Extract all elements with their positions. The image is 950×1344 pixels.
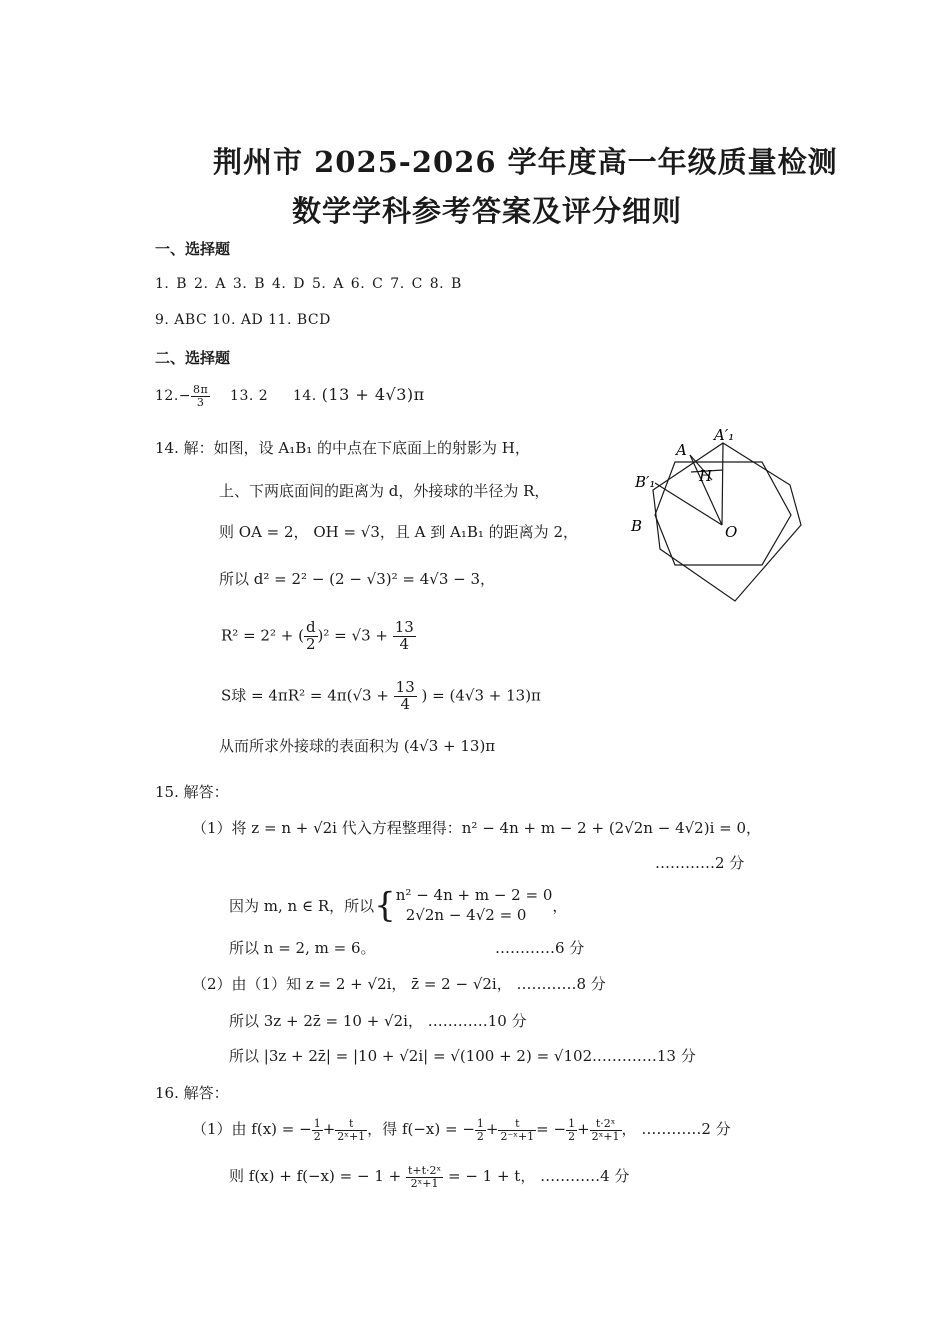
q16-l2-fn: t+t·2ˣ <box>407 1164 442 1177</box>
q16-frac5 <box>566 1118 577 1142</box>
label-H: H <box>699 467 713 485</box>
q15-sys-eq2: 2√2n − 4√2 = 0 <box>405 906 527 925</box>
q14-line6-den: 4 <box>400 694 410 713</box>
q12-den: 3 <box>196 395 205 409</box>
q14-line6-rhs: ) = (4√3 + 13)π <box>421 686 541 705</box>
q12-num: 8π <box>193 383 209 396</box>
q14-line6 <box>221 680 541 713</box>
q16-f4d: 2⁻ˣ+1 <box>500 1129 535 1143</box>
q14-line5-den: 4 <box>399 634 410 653</box>
page-title: 荆州市 2025-2026 学年度高一年级质量检测 <box>213 145 838 179</box>
q16-l1-a: （1）由 f(x) = − <box>192 1120 312 1139</box>
q16-frac4 <box>498 1118 536 1142</box>
q16-l2-frac <box>406 1165 443 1189</box>
q16-l1-d: + <box>485 1120 499 1139</box>
q15-system <box>396 885 553 926</box>
section-heading-choice: 一、选择题 <box>155 240 231 258</box>
q14-line5-lhs: R² = 2² + ( <box>221 626 304 645</box>
q16-f4n: t <box>498 1118 536 1131</box>
q14-label: 14. <box>292 388 317 405</box>
q14-line3: 则 OA = 2， OH = √3，且 A 到 A₁B₁ 的距离为 2， <box>219 523 578 541</box>
q16-l1-b: + <box>322 1120 336 1139</box>
answer-row-1: 1. B 2. A 3. B 4. D 5. A 6. C 7. C 8. B <box>155 276 462 292</box>
q16-f2d: 2ˣ+1 <box>337 1129 366 1143</box>
q14-line2: 上、下两底面间的距离为 d，外接球的半径为 R， <box>219 482 550 500</box>
label-B: B <box>631 517 643 535</box>
q16-f6d: 2ˣ+1 <box>591 1129 620 1143</box>
q16-frac3 <box>475 1118 486 1142</box>
brace: { <box>374 885 396 926</box>
q14-line5-dfrac <box>304 620 318 653</box>
q15-p1-line3: 所以 n = 2, m = 6。 <box>229 939 376 957</box>
q13-answer: 13. 2 <box>230 388 269 405</box>
q16-l2-b: = − 1 + t， …………4 分 <box>447 1167 630 1186</box>
section-heading-fill: 二、选择题 <box>155 349 231 367</box>
q15-p1-line2 <box>229 885 567 926</box>
q14-line5-mid: )² = √3 + <box>317 626 388 645</box>
q15-p2-line3: 所以 |3z + 2z̄| = |10 + √2i| = √(100 + 2) = √102.…………13 分 <box>229 1047 696 1065</box>
q12-fraction <box>191 384 210 408</box>
segment-OA1 <box>722 443 723 525</box>
q15-sys-eq1: n² − 4n + m − 2 = 0 <box>395 886 553 904</box>
q15-p1-score3: …………6 分 <box>495 939 585 957</box>
lower-hexagon <box>653 443 801 601</box>
q15-sys-end: ， <box>552 896 568 915</box>
q14-line5-frac <box>393 620 416 653</box>
q12-label: 12. <box>155 388 179 405</box>
q15-p1-line2-prefix: 因为 m, n ∈ R，所以 <box>229 896 375 915</box>
label-A1-prime: A′₁ <box>714 426 735 444</box>
q16-l1-g: ， …………2 分 <box>621 1120 731 1139</box>
q14-conclusion: 从而所求外接球的表面积为 (4√3 + 13)π <box>219 737 496 755</box>
q14-line5-dden: 2 <box>305 634 316 653</box>
q14-line4: 所以 d² = 2² − (2 − √3)² = 4√3 − 3， <box>219 570 496 588</box>
q16-l1-e: = − <box>536 1120 567 1139</box>
q16-f5n: 1 <box>568 1117 576 1130</box>
label-B1-prime: B′₁ <box>635 473 656 491</box>
q16-f1d: 2 <box>313 1129 321 1143</box>
q16-frac2 <box>335 1118 367 1142</box>
q14-line6-frac <box>394 680 417 713</box>
q16-line2 <box>229 1165 629 1189</box>
answer-row-2: 9. ABC 10. AD 11. BCD <box>155 312 331 328</box>
q16-f5d: 2 <box>568 1129 576 1143</box>
q16-f2n: t <box>335 1118 367 1131</box>
q15-p1-line1: （1）将 z = n + √2i 代入方程整理得：n² − 4n + m − 2 + (2√2n − 4√2)i = 0， <box>192 819 762 837</box>
q15-p2-line2: 所以 3z + 2z̄ = 10 + √2i， …………10 分 <box>229 1012 527 1030</box>
q15-p2-line1: （2）由（1）知 z = 2 + √2i， z̄ = 2 − √2i， …………8 分 <box>192 975 606 993</box>
q12-sign: − <box>178 388 191 405</box>
q14-line5-num: 13 <box>394 618 414 636</box>
q16-l2-fd: 2ˣ+1 <box>410 1176 439 1190</box>
q14-line6-lhs: S球 = 4πR² = 4π(√3 + <box>221 686 389 705</box>
q16-f1n: 1 <box>313 1117 321 1130</box>
q16-line1 <box>192 1118 731 1142</box>
q14-line5 <box>221 620 416 653</box>
q16-f3d: 2 <box>476 1129 484 1143</box>
q16-f3n: 1 <box>476 1117 484 1130</box>
q16-l2-a: 则 f(x) + f(−x) = − 1 + <box>229 1167 402 1186</box>
q15-p1-score1: …………2 分 <box>655 854 745 872</box>
q16-frac6 <box>590 1118 622 1142</box>
q14-line6-num: 13 <box>395 678 415 696</box>
q16-l1-c: ，得 f(−x) = − <box>367 1120 475 1139</box>
q16-frac1 <box>312 1118 323 1142</box>
dodecagon-figure <box>625 425 815 610</box>
q14-line5-dnum: d <box>305 618 316 636</box>
q16-f6n: t·2ˣ <box>590 1118 622 1131</box>
q16-heading: 16. 解答： <box>155 1084 229 1102</box>
page-subtitle: 数学学科参考答案及评分细则 <box>292 194 683 228</box>
label-A: A <box>676 441 687 459</box>
label-O: O <box>725 523 738 541</box>
q14-intro: 14. 解：如图，设 A₁B₁ 的中点在下底面上的射影为 H， <box>155 439 530 457</box>
q16-l1-f: + <box>577 1120 590 1139</box>
fill-answers <box>155 384 425 408</box>
q15-heading: 15. 解答： <box>155 783 229 801</box>
q14-answer: (13 + 4√3)π <box>321 385 425 405</box>
